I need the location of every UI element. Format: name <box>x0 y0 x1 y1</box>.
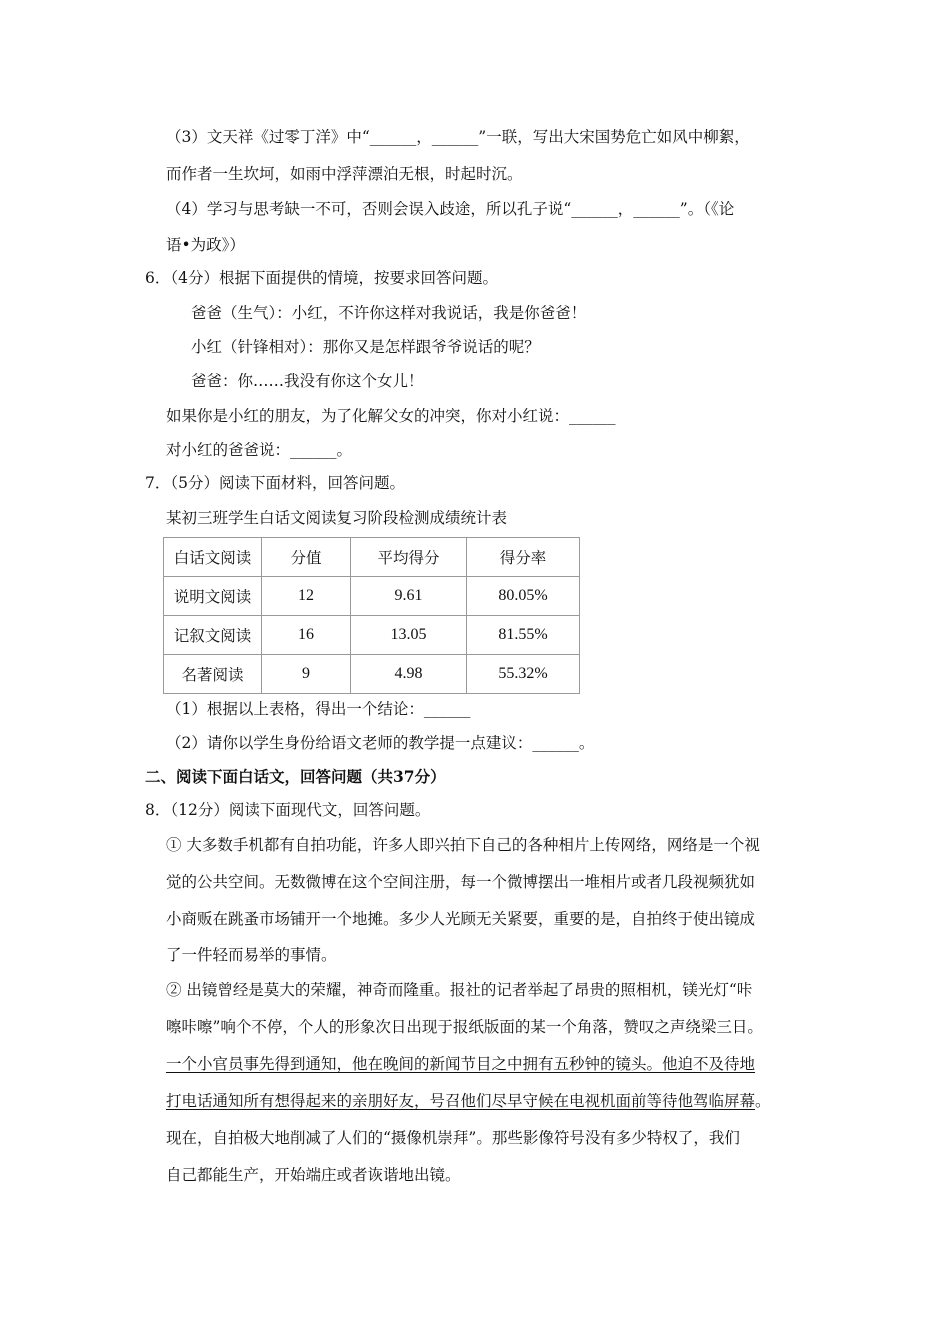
table-header: 白话文阅读 <box>164 538 262 577</box>
passage-p1-line: 觉的公共空间。无数微博在这个空间注册，每一个微博摆出一堆相片或者几段视频犹如 <box>166 873 756 891</box>
passage-p1-line: 小商贩在跳蚤市场铺开一个地摊。多少人光顾无关紧要，重要的是，自拍终于使出镜成 <box>166 910 756 928</box>
passage-p2-line: ② 出镜曾经是莫大的荣耀，神奇而隆重。报社的记者举起了昂贵的照相机，镁光灯“咔 <box>166 981 753 999</box>
passage-period: 。 <box>755 1092 771 1110</box>
passage-p1-line: ① 大多数手机都有自拍功能，许多人即兴拍下自己的各种相片上传网络，网络是一个视 <box>166 836 760 854</box>
passage-p2-line-underlined-wrap <box>166 1091 771 1111</box>
table-cell: 记叙文阅读 <box>164 616 262 655</box>
table-cell: 9.61 <box>351 577 467 616</box>
q5-item4-line1: （4）学习与思考缺一不可，否则会误入歧途，所以孔子说“______，______”。（《论 <box>166 200 735 218</box>
table-cell: 80.05% <box>467 577 580 616</box>
q6-ask-2: 对小红的爸爸说：______。 <box>166 441 353 459</box>
table-row <box>164 616 580 655</box>
table-row <box>164 655 580 694</box>
table-cell: 12 <box>262 577 351 616</box>
passage-underlined-line: 一个小官员事先得到通知，他在晚间的新闻节目之中拥有五秒钟的镜头。他迫不及待地 <box>166 1055 756 1073</box>
table-header: 平均得分 <box>351 538 467 577</box>
table-row <box>164 577 580 616</box>
q7-stem: 7．（5分）阅读下面材料，回答问题。 <box>145 474 405 492</box>
table-cell: 名著阅读 <box>164 655 262 694</box>
q6-dialog-3: 爸爸：你……我没有你这个女儿！ <box>191 372 424 390</box>
q6-dialog-2: 小红（针锋相对）：那你又是怎样跟爷爷说话的呢？ <box>191 338 540 356</box>
q7-sub-1: （1）根据以上表格，得出一个结论：______ <box>166 700 471 718</box>
table-header: 得分率 <box>467 538 580 577</box>
table-cell: 说明文阅读 <box>164 577 262 616</box>
q5-item3-line2: 而作者一生坎坷，如雨中浮萍漂泊无根，时起时沉。 <box>166 165 523 183</box>
section-heading: 二、阅读下面白话文，回答问题（共37分） <box>145 767 446 786</box>
table-cell: 4.98 <box>351 655 467 694</box>
table-cell: 13.05 <box>351 616 467 655</box>
q5-item4-line2: 语•为政》） <box>166 236 245 254</box>
score-table <box>163 537 580 694</box>
q6-stem: 6．（4分）根据下面提供的情境，按要求回答问题。 <box>145 269 498 287</box>
q7-sub-2: （2）请你以学生身份给语文老师的教学提一点建议：______。 <box>166 734 595 752</box>
passage-p2-line: 嚓咔嚓”响个不停，个人的形象次日出现于报纸版面的某一个角落，赞叹之声绕梁三日。 <box>166 1018 763 1036</box>
passage-p2-line: 现在，自拍极大地削减了人们的“摄像机崇拜”。那些影像符号没有多少特权了，我们 <box>166 1129 740 1147</box>
passage-p1-line: 了一件轻而易举的事情。 <box>166 946 337 964</box>
table-header-row <box>164 538 580 577</box>
table-cell: 55.32% <box>467 655 580 694</box>
passage-underlined-text: 打电话通知所有想得起来的亲朋好友，号召他们尽早守候在电视机面前等待他驾临屏幕 <box>166 1092 756 1110</box>
table-title: 某初三班学生白话文阅读复习阶段检测成绩统计表 <box>166 509 508 527</box>
table-cell: 16 <box>262 616 351 655</box>
table-cell: 81.55% <box>467 616 580 655</box>
passage-p2-line: 自己都能生产，开始端庄或者诙谐地出镜。 <box>166 1166 461 1184</box>
q6-dialog-1: 爸爸（生气）：小红，不许你这样对我说话，我是你爸爸！ <box>191 304 587 322</box>
table-header: 分值 <box>262 538 351 577</box>
q5-item3-line1: （3）文天祥《过零丁洋》中“______，______”一联，写出大宋国势危亡如风中柳絮， <box>166 128 750 146</box>
table-cell: 9 <box>262 655 351 694</box>
q8-stem: 8．（12分）阅读下面现代文，回答问题。 <box>145 801 431 819</box>
q6-ask-1: 如果你是小红的朋友，为了化解父女的冲突，你对小红说：______ <box>166 407 616 425</box>
